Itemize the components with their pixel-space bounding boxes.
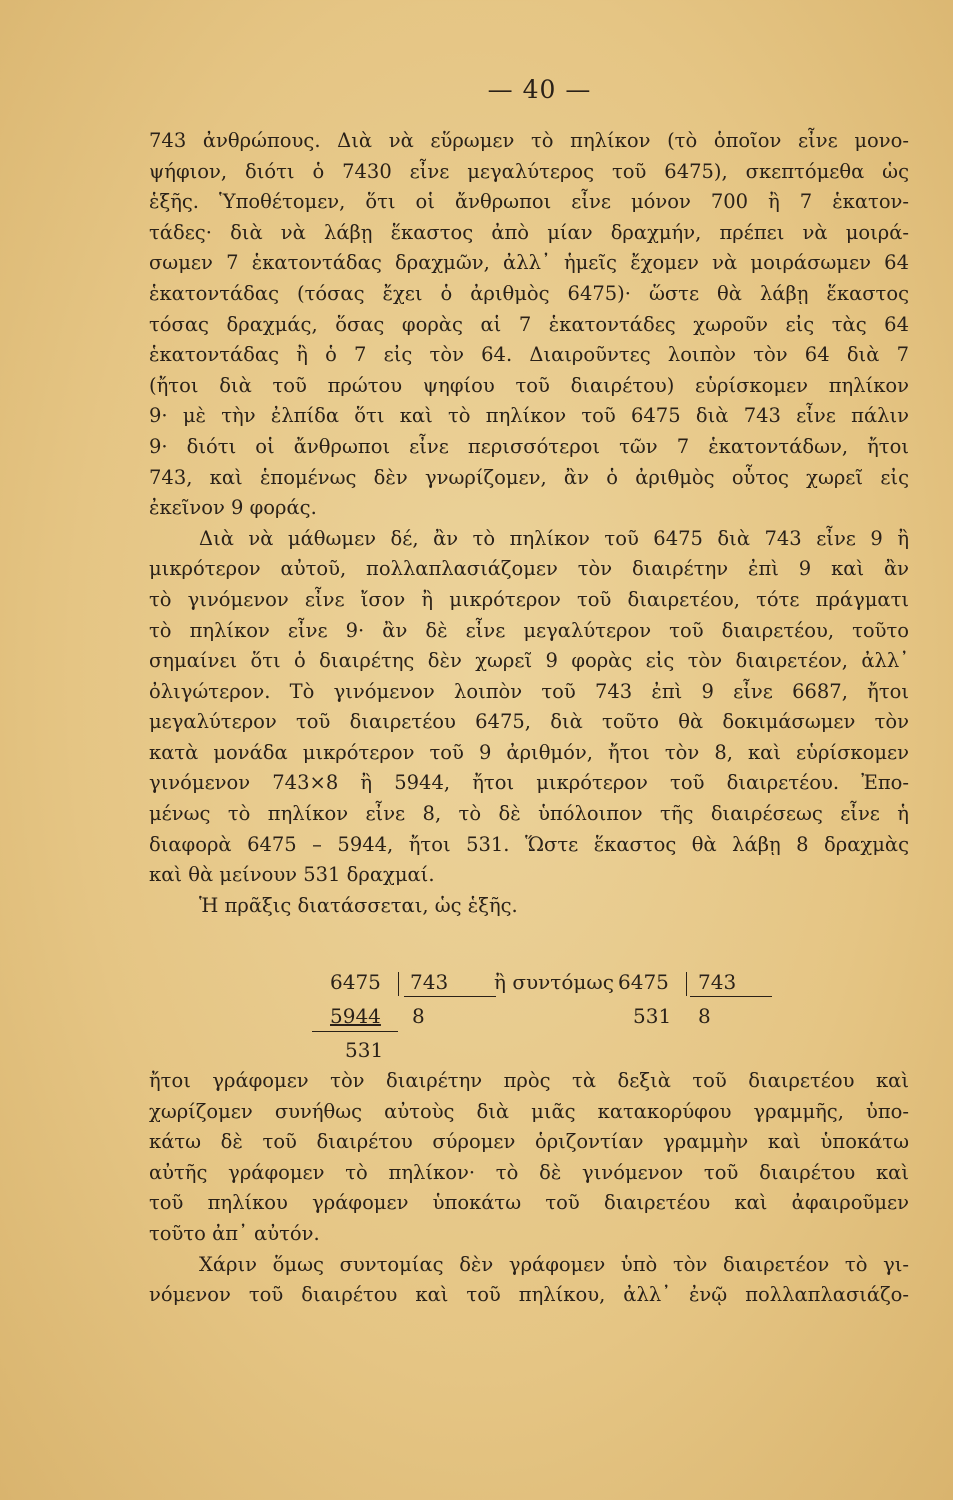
short-remainder: 531 xyxy=(633,1004,672,1028)
paragraph-block-2 xyxy=(149,1066,909,1311)
text-line: ἤτοι γράφομεν τὸν διαιρέτην πρὸς τὰ δεξιὰ τοῦ διαιρετέου καὶ xyxy=(149,1069,909,1092)
text-line: ἑκατοντάδας (τόσας ἔχει ὁ ἀριθμὸς 6475)· ὥστε θὰ λάβῃ ἕκαστος xyxy=(149,281,909,305)
text-line: σημαίνει ὅτι ὁ διαιρέτης δὲν χωρεῖ 9 φορὰς εἰς τὸν διαιρετέον, ἀλλ᾽ xyxy=(149,649,909,673)
short-quotient: 8 xyxy=(698,1004,711,1028)
text-line: ἑξῆς. Ὑποθέτομεν, ὅτι οἱ ἄνθρωποι εἶνε μόνον 700 ἢ 7 ἑκατον- xyxy=(149,190,909,214)
text-line: ψήφιον, διότι ὁ 7430 εἶνε μεγαλύτερος τοῦ 6475), σκεπτόμεθα ὡς xyxy=(149,159,909,183)
text-line: κατὰ μονάδα μικρότερον τοῦ 9 ἀριθμόν, ἤτοι τὸν 8, καὶ εὑρίσκομεν xyxy=(149,740,909,764)
text-line: αὐτῆς γράφομεν τὸ πηλίκον· τὸ δὲ γινόμενον τοῦ διαιρέτου καὶ xyxy=(149,1160,909,1184)
text-line: Χάριν ὅμως συντομίας δὲν γράφομεν ὑπὸ τὸν διαιρετέον τὸ γι- xyxy=(199,1252,909,1276)
quotient: 8 xyxy=(412,1004,425,1028)
divisor-separator-line xyxy=(398,972,399,996)
text-line: χωρίζομεν συνήθως αὐτοὺς διὰ μιᾶς κατακορύφου γραμμῆς, ὑπο- xyxy=(149,1099,909,1123)
text-line: σωμεν 7 ἑκατοντάδας δραχμῶν, ἀλλ᾽ ἡμεῖς ἔχομεν νὰ μοιράσωμεν 64 xyxy=(149,251,909,275)
short-dividend: 6475 xyxy=(618,970,669,994)
text-line: ἐκεῖνον 9 φοράς. xyxy=(149,496,317,520)
text-line: διαφορὰ 6475 – 5944, ἤτοι 531. Ὥστε ἕκαστος θὰ λάβῃ 8 δραχμὰς xyxy=(149,832,909,856)
text-line: τὸ πηλίκον εἶνε 9· ἂν δὲ εἶνε μεγαλύτερον τοῦ διαιρετέου, τοῦτο xyxy=(149,618,909,642)
text-line: τόσας δραχμάς, ὅσας φορὰς αἱ 7 ἑκατοντάδες χωροῦν εἰς τὰς 64 xyxy=(149,312,909,336)
text-line: μικρότερον αὐτοῦ, πολλαπλασιάζομεν τὸν διαιρέτην ἐπὶ 9 καὶ ἂν xyxy=(149,557,909,581)
short-divisor-separator-line xyxy=(686,972,687,996)
subtraction-line xyxy=(312,1031,398,1032)
text-line: μένως τὸ πηλίκον εἶνε 8, τὸ δὲ ὑπόλοιπον τῆς διαιρέσεως εἶνε ἡ xyxy=(149,802,909,826)
text-line: 743 ἀνθρώπους. Διὰ νὰ εὕρωμεν τὸ πηλίκον (τὸ ὁποῖον εἶνε μονο- xyxy=(149,129,909,152)
text-line: τάδες· διὰ νὰ λάβῃ ἕκαστος ἀπὸ μίαν δραχμήν, πρέπει νὰ μοιρά- xyxy=(149,220,909,244)
text-line: νόμενον τοῦ διαιρέτου καὶ τοῦ πηλίκου, ἀλλ᾽ ἐνῷ πολλαπλασιάζο- xyxy=(149,1283,909,1307)
paragraph-block-1 xyxy=(149,126,909,921)
text-line: τοῦ πηλίκου γράφομεν ὑποκάτω τοῦ διαιρετέου καὶ ἀφαιροῦμεν xyxy=(149,1191,909,1215)
remainder: 531 xyxy=(345,1038,384,1062)
text-line: 9· διότι οἱ ἄνθρωποι εἶνε περισσότεροι τῶν 7 ἑκατοντάδων, ἤτοι xyxy=(149,434,909,458)
dividend: 6475 xyxy=(330,970,381,994)
text-line: καὶ θὰ μείνουν 531 δραχμαί. xyxy=(149,863,435,887)
divisor: 743 xyxy=(410,970,449,994)
product: 5944 xyxy=(330,1004,381,1028)
text-line: κάτω δὲ τοῦ διαιρέτου σύρομεν ὁριζοντίαν γραμμὴν καὶ ὑποκάτω xyxy=(149,1130,909,1154)
text-line: (ἤτοι διὰ τοῦ πρώτου ψηφίου τοῦ διαιρέτου) εὑρίσκομεν πηλίκον xyxy=(149,373,909,397)
text-line: μεγαλύτερον τοῦ διαιρετέου 6475, διὰ τοῦτο θὰ δοκιμάσωμεν τὸν xyxy=(149,710,909,734)
short-quotient-line xyxy=(690,996,772,997)
text-line: τὸ γινόμενον εἶνε ἴσον ἢ μικρότερον τοῦ διαιρετέου, τότε πράγματι xyxy=(149,587,909,611)
quotient-line xyxy=(404,996,496,997)
text-line: γινόμενον 743×8 ἢ 5944, ἤτοι μικρότερον τοῦ διαιρετέου. Ἐπο- xyxy=(149,771,909,795)
text-line: Ἡ πρᾶξις διατάσσεται, ὡς ἑξῆς. xyxy=(199,893,518,917)
text-line: Διὰ νὰ μάθωμεν δέ, ἂν τὸ πηλίκον τοῦ 6475 διὰ 743 εἶνε 9 ἢ xyxy=(199,526,909,550)
text-line: 743, καὶ ἑπομένως δὲν γνωρίζομεν, ἂν ὁ ἀριθμὸς οὗτος χωρεῖ εἰς xyxy=(149,465,909,489)
separator-text: ἢ συντόμως xyxy=(494,970,614,994)
text-line: 9· μὲ τὴν ἐλπίδα ὅτι καὶ τὸ πηλίκον τοῦ 6475 διὰ 743 εἶνε πάλιν xyxy=(149,404,909,428)
text-line: τοῦτο ἀπ᾽ αὐτόν. xyxy=(149,1221,320,1245)
page-number: — 40 — xyxy=(487,75,592,104)
text-line: ὀλιγώτερον. Τὸ γινόμενον λοιπὸν τοῦ 743 ἐπὶ 9 εἶνε 6687, ἤτοι xyxy=(149,679,909,703)
text-line: ἑκατοντάδας ἢ ὁ 7 εἰς τὸν 64. Διαιροῦντες λοιπὸν τὸν 64 διὰ 7 xyxy=(149,343,909,367)
short-divisor: 743 xyxy=(698,970,737,994)
